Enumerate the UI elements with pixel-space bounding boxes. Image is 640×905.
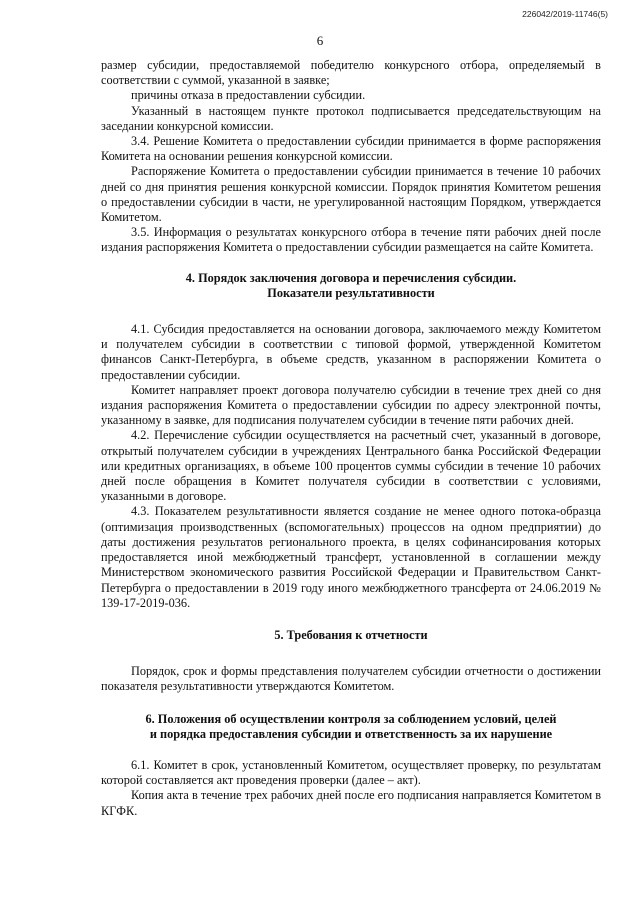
paragraph: 4.2. Перечисление субсидии осуществляется на расчетный счет, указанный в договоре, открытый получателем субсидии в учреждениях Центрального банка Российской Федерации или кредитных организациях, в объеме 100 процентов суммы субсидии в течение 10 рабочих дней после обращения в Комитет получателя субсидии в соответствии с условиями, указанными в договоре.	[101, 428, 601, 504]
paragraph: 3.5. Информация о результатах конкурсного отбора в течение пяти рабочих дней после издания распоряжения Комитета о предоставлении субсидии размещается на сайте Комитета.	[101, 225, 601, 255]
document-number: 226042/2019-11746(5)	[522, 9, 608, 19]
section-6-heading-line2: и порядка предоставления субсидии и ответственность за их нарушение	[149, 726, 553, 741]
paragraph: размер субсидии, предоставляемой победителю конкурсного отбора, определяемый в соответствии с суммой, указанной в заявке;	[101, 58, 601, 88]
paragraph: Комитет направляет проект договора получателю субсидии в течение трех дней со дня издания распоряжения Комитета о предоставлении субсидии по адресу электронной почты, указанному в заявке, для подписания получателем субсидии в течение пяти рабочих дней.	[101, 382, 601, 428]
paragraph: Копия акта в течение трех рабочих дней после его подписания направляется Комитетом в КГФК.	[101, 788, 602, 818]
section-4-heading	[101, 271, 601, 301]
paragraph: Распоряжение Комитета о предоставлении субсидии принимается в течение 10 рабочих дней со дня принятия решения конкурсной комиссии. Порядок принятия Комитетом решения о предоставлении субсидии в части, не урегулированной настоящим Порядком, утверждается Комитетом.	[101, 164, 601, 225]
document-body	[101, 58, 601, 819]
paragraph: 6.1. Комитет в срок, установленный Комитетом, осуществляет проверку, по результатам которой составляется акт проведения проверки (далее – акт).	[101, 757, 601, 788]
section-4-heading-line1: 4. Порядок заключения договора и перечисления субсидии.	[185, 270, 517, 285]
paragraph: причины отказа в предоставлении субсидии.	[131, 88, 366, 103]
paragraph: 4.3. Показателем результативности является создание не менее одного потока-образца (оптимизация производственных (вспомогательных) процессов на одном предприятии) до даты достижения результатов регионального проекта, в целях софинансирования которых предоставляется иной межбюджетный трансферт, установленной в соглашении между Министерством экономического развития Российской Федерации и Правительством Санкт-Петербурга о предоставлении в 2019 году иного межбюджетного трансферта от 24.06.2019 № 139-17-2019-036.	[101, 504, 601, 610]
paragraph: 3.4. Решение Комитета о предоставлении субсидии принимается в форме распоряжения Комитета на основании решения конкурсной комиссии.	[101, 134, 601, 164]
paragraph: Порядок, срок и формы представления получателем субсидии отчетности о достижении показателя результативности утверждаются Комитетом.	[101, 664, 601, 694]
section-5-heading: 5. Требования к отчетности	[274, 627, 428, 642]
section-4-heading-line2: Показатели результативности	[267, 285, 435, 300]
page-number: 6	[316, 33, 324, 48]
section-6-heading-line1: 6. Положения об осуществлении контроля за соблюдением условий, целей	[145, 711, 557, 726]
paragraph: 4.1. Субсидия предоставляется на основании договора, заключаемого между Комитетом и получателем субсидии в соответствии с типовой формой, утвержденной Комитетом финансов Санкт-Петербурга, в объеме средств, указанном в распоряжении Комитета о предоставлении субсидии.	[101, 322, 601, 382]
paragraph: Указанный в настоящем пункте протокол подписывается председательствующим на заседании конкурсной комиссии.	[101, 103, 601, 133]
section-6-heading	[101, 712, 601, 742]
